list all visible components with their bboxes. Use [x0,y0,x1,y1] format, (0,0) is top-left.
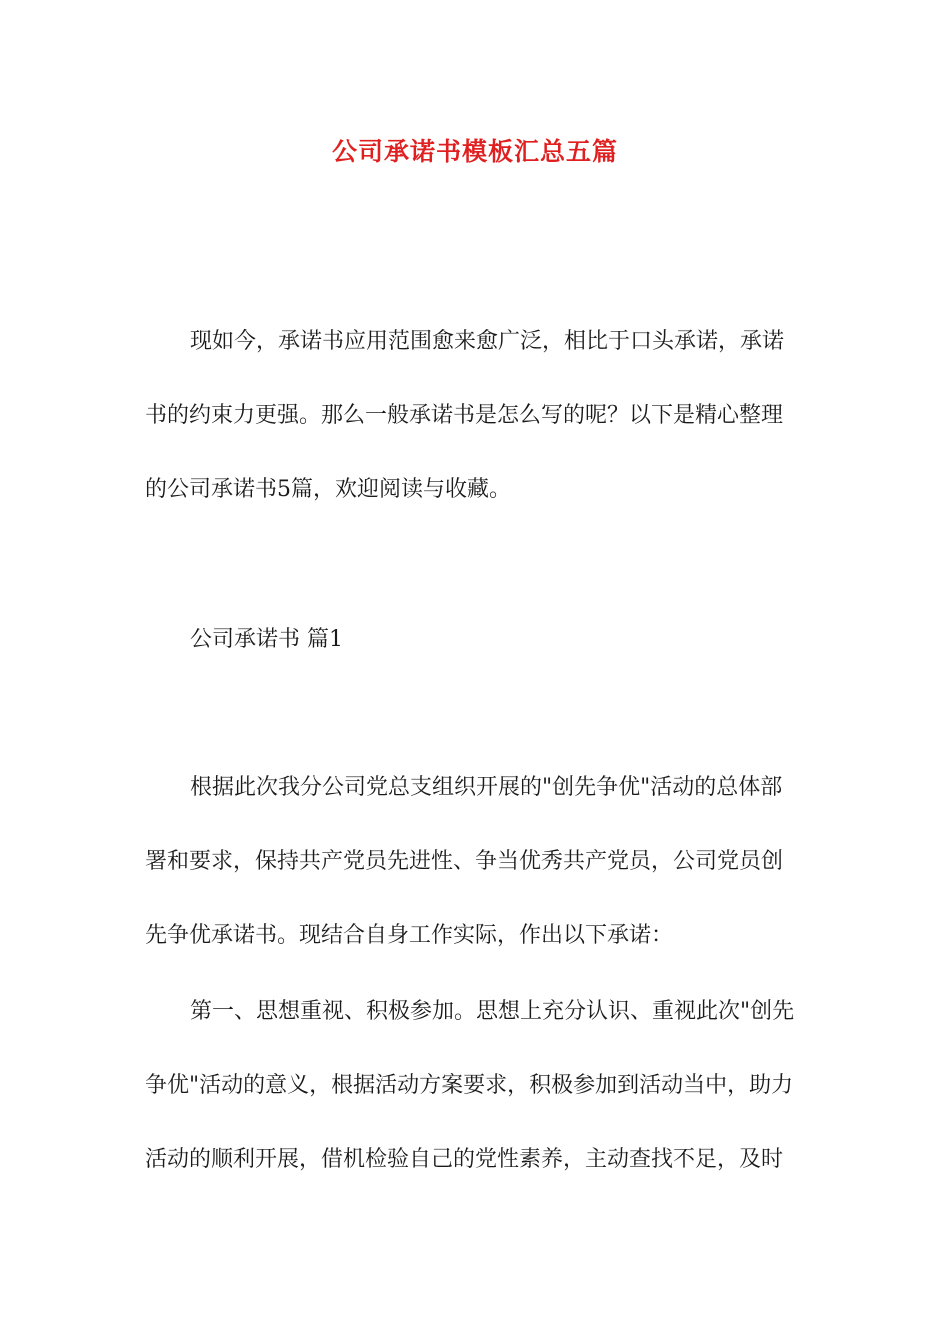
intro-line-1: 现如今，承诺书应用范围愈来愈广泛，相比于口头承诺，承诺 [190,329,785,354]
intro-line-2: 书的约束力更强。那么一般承诺书是怎么写的呢？以下是精心整理 [145,403,784,428]
intro-line-3: 的公司承诺书5篇，欢迎阅读与收藏。 [145,477,511,502]
para1-line-1: 根据此次我分公司党总支组织开展的"创先争优"活动的总体部 [190,775,783,800]
document-title: 公司承诺书模板汇总五篇 [331,137,618,166]
para2-line-2: 争优"活动的意义，根据活动方案要求，积极参加到活动当中，助力 [145,1073,794,1098]
para2-line-3: 活动的顺利开展，借机检验自己的党性素养，主动查找不足，及时 [145,1147,784,1172]
section-heading: 公司承诺书 篇1 [190,627,343,652]
para1-line-2: 署和要求，保持共产党员先进性、争当优秀共产党员，公司党员创 [145,849,784,874]
para2-line-1: 第一、思想重视、积极参加。思想上充分认识、重视此次"创先 [190,999,795,1024]
para1-line-3: 先争优承诺书。现结合自身工作实际，作出以下承诺： [145,923,674,948]
